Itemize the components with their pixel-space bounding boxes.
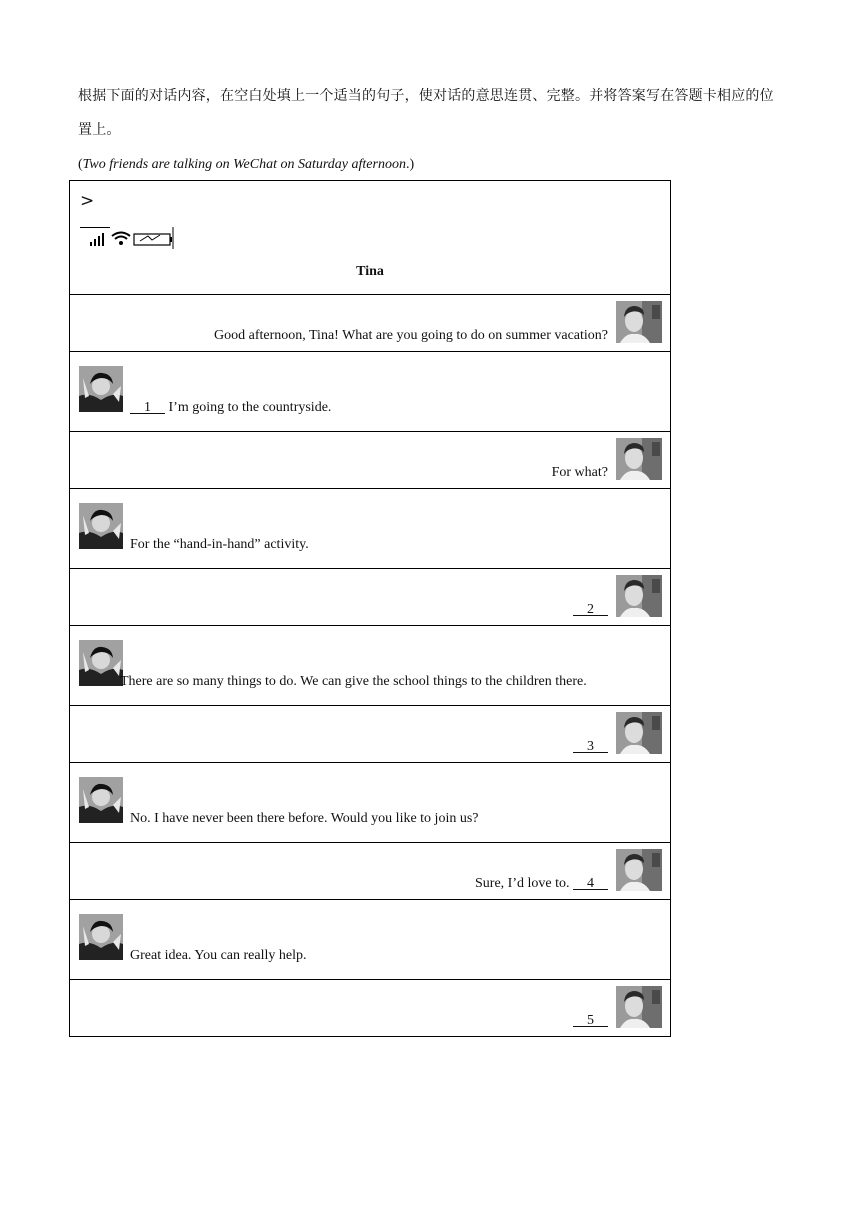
- message-text: For the “hand-in-hand” activity.: [130, 537, 309, 552]
- girl-avatar-icon: [79, 366, 123, 412]
- message-row-right: [70, 706, 671, 763]
- girl-avatar-icon: [79, 777, 123, 823]
- girl-avatar-icon: [79, 640, 123, 686]
- context-open: (: [78, 157, 83, 172]
- boy-avatar-icon: [616, 986, 662, 1028]
- message-row-right: [70, 843, 671, 900]
- message-row-left: [70, 900, 671, 980]
- contact-name: Tina: [356, 264, 384, 279]
- message-row-left: [70, 763, 671, 843]
- message-text: Great idea. You can really help.: [130, 948, 307, 963]
- message-text: For what?: [551, 465, 608, 480]
- message-text: No. I have never been there before. Would you like to join us?: [130, 811, 479, 826]
- answer-blank-3: 3: [573, 739, 608, 754]
- message-text: [130, 400, 331, 416]
- message-row-left: [70, 489, 671, 569]
- boy-avatar-icon: [616, 849, 662, 891]
- message-text: Good afternoon, Tina! What are you going to do on summer vacation?: [214, 328, 608, 343]
- message-row-left: [70, 352, 671, 432]
- message-text: [475, 876, 608, 892]
- message-row-right: [70, 569, 671, 626]
- wechat-dialogue-table: [69, 180, 671, 1037]
- status-bar-icon: [80, 227, 176, 249]
- message-text: There are so many things to do. We can give the school things to the children there.: [120, 674, 587, 689]
- context-close: .): [405, 157, 415, 172]
- message-row-right: [70, 980, 671, 1037]
- message-row-left: [70, 626, 671, 706]
- answer-blank-4: 4: [573, 876, 608, 891]
- context-italic: Two friends are talking on WeChat on Saturday afternoon: [82, 157, 406, 172]
- girl-avatar-icon: [79, 914, 123, 960]
- boy-avatar-icon: [616, 438, 662, 480]
- message-row-right: [70, 432, 671, 489]
- instruction-text: 根据下面的对话内容，在空白处填上一个适当的句子，使对话的意思连贯、完整。并将答案写在答题卡相应的位置上。: [78, 89, 774, 138]
- message-row-right: [70, 295, 671, 352]
- answer-blank-2: 2: [573, 602, 608, 617]
- message-text-tail: I’m going to the countryside.: [165, 400, 332, 415]
- message-text-head: Sure, I’d love to.: [475, 876, 573, 891]
- girl-avatar-icon: [79, 503, 123, 549]
- back-arrow-icon[interactable]: >: [80, 191, 95, 211]
- boy-avatar-icon: [616, 575, 662, 617]
- boy-avatar-icon: [616, 712, 662, 754]
- answer-blank-1: 1: [130, 400, 165, 415]
- answer-blank-5: 5: [573, 1013, 608, 1028]
- boy-avatar-icon: [616, 301, 662, 343]
- context-line: [78, 155, 414, 175]
- chat-header: [70, 181, 671, 295]
